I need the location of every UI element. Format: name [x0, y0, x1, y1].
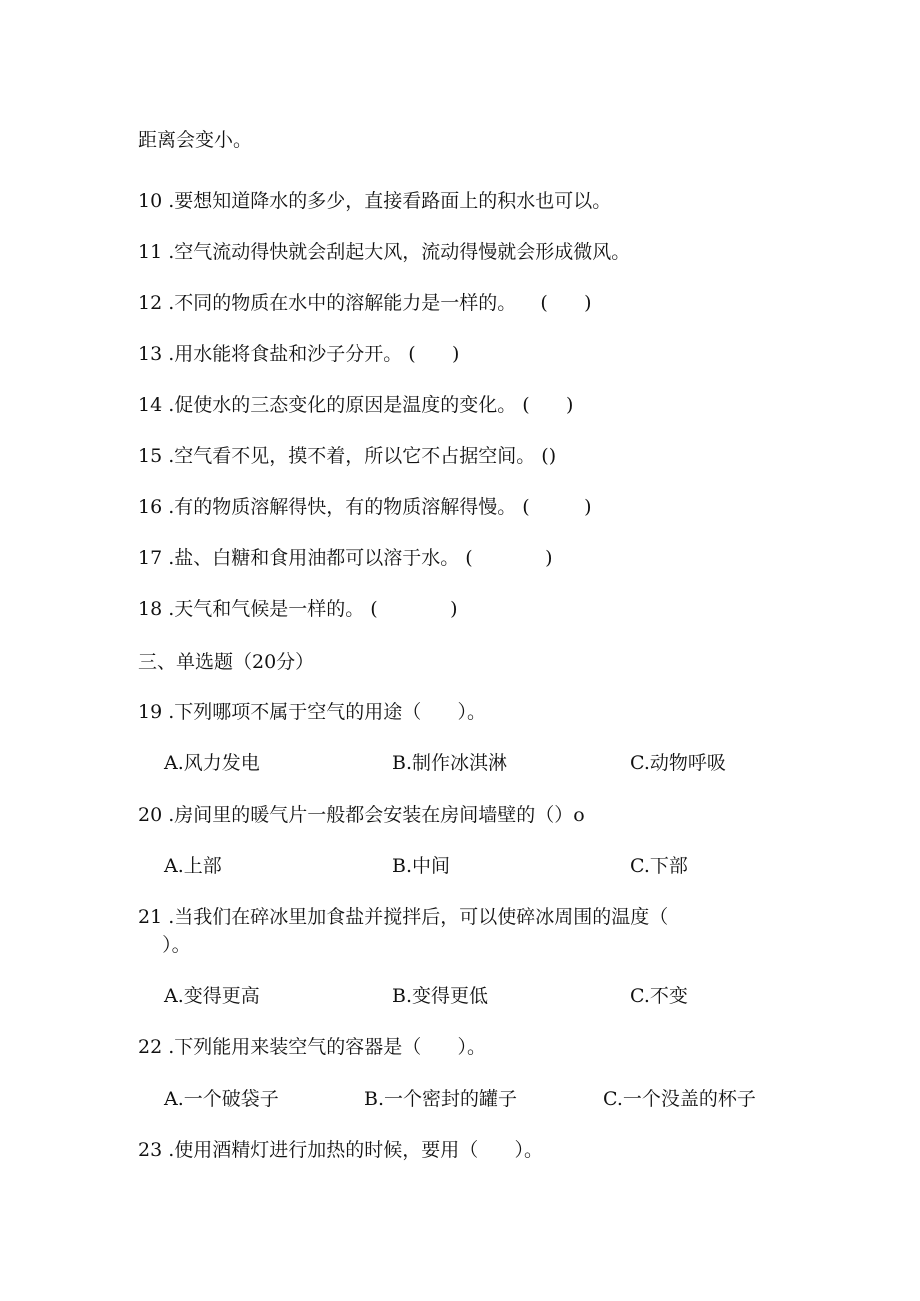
question-12: 12 .不同的物质在水中的溶解能力是一样的。 ( ) [138, 292, 592, 314]
option-19-c: C.动物呼吸 [630, 752, 726, 774]
question-21-continued: ）。 [138, 934, 191, 956]
question-13: 13 .用水能将食盐和沙子分开。 ( ) [138, 343, 460, 365]
question-10: 10 .要想知道降水的多少，直接看路面上的积水也可以。 [138, 190, 612, 212]
option-22-b: B.一个密封的罐子 [364, 1088, 518, 1110]
section-heading: 三、单选题（20分） [138, 651, 315, 673]
question-23: 23 .使用酒精灯进行加热的时候，要用（ ）。 [138, 1139, 543, 1161]
question-14: 14 .促使水的三态变化的原因是温度的变化。 ( ) [138, 394, 574, 416]
option-20-c: C.下部 [630, 855, 688, 877]
question-17: 17 .盐、白糖和食用油都可以溶于水。 ( ) [138, 547, 553, 569]
option-21-a: A.变得更高 [164, 985, 260, 1007]
question-16: 16 .有的物质溶解得快，有的物质溶解得慢。 ( ) [138, 496, 592, 518]
question-18: 18 .天气和气候是一样的。 ( ) [138, 598, 458, 620]
option-22-c: C.一个没盖的杯子 [603, 1088, 756, 1110]
option-19-b: B.制作冰淇淋 [392, 752, 508, 774]
option-19-a: A.风力发电 [164, 752, 260, 774]
option-21-c: C.不变 [630, 985, 688, 1007]
option-20-b: B.中间 [392, 855, 451, 877]
option-20-a: A.上部 [164, 855, 222, 877]
question-15: 15 .空气看不见，摸不着，所以它不占据空间。 () [138, 445, 557, 467]
question-21: 21 .当我们在碎冰里加食盐并搅拌后，可以使碎冰周围的温度（ [138, 906, 669, 928]
option-21-b: B.变得更低 [392, 985, 489, 1007]
continuation-text: 距离会变小。 [138, 129, 253, 151]
question-22: 22 .下列能用来装空气的容器是（ ）。 [138, 1036, 486, 1058]
question-19: 19 .下列哪项不属于空气的用途（ ）。 [138, 701, 486, 723]
option-22-a: A.一个破袋子 [164, 1088, 279, 1110]
question-11: 11 .空气流动得快就会刮起大风，流动得慢就会形成微风。 [138, 241, 631, 263]
question-20: 20 .房间里的暖气片一般都会安装在房间墙壁的（）o [138, 804, 585, 826]
